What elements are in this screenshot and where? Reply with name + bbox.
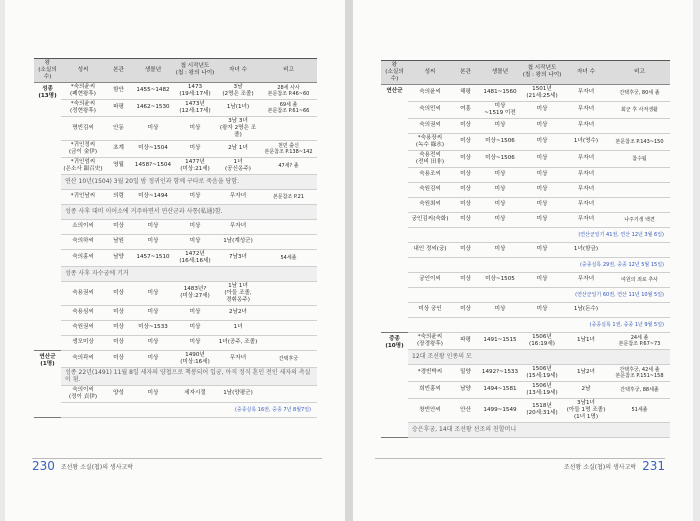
cell-name: 숙용권씨 [61,281,105,305]
table-row [34,140,317,157]
table-row [381,182,670,197]
cell-remark [609,182,670,197]
cell-remark: 28세 사사 본문참조 P.46~60 [260,82,317,99]
cell-start: 미상 [521,212,563,227]
cell-life: 미상 [479,118,521,133]
cell-children: 무자녀 [563,118,609,133]
cell-life: 미상 ~1519 이전 [479,101,521,118]
table-row [34,350,317,367]
cell-clan: 남원 [105,234,132,249]
cell-children: 무자녀 [216,350,260,367]
cell-life: 미상 [479,182,521,197]
cell-start: 미상 [521,150,563,167]
cell-start: 세자시절 [174,385,216,402]
note-text: 연산 10년(1504) 3월 20일 밤 정귀인과 함께 구타로 죽음을 당함. [61,174,317,189]
concubine-table-right [381,60,670,438]
note-row [34,367,317,385]
source-row [34,402,317,417]
table-header-row [34,59,317,83]
cell-children: 1녀(영수) [563,133,609,150]
cell-clan: 밀양 [452,364,479,381]
cell-clan: 안동 [105,116,132,140]
table-row [381,101,670,118]
cell-clan: 미상 [452,167,479,182]
cell-children: 무자녀 [563,182,609,197]
cell-life: 미상 [479,242,521,257]
table-row [34,116,317,140]
cell-life: 미상 [132,234,174,249]
table-row [34,320,317,335]
cell-clan: 미상 [452,302,479,317]
cell-children: 1남1녀 [563,332,609,349]
cell-clan: 미상 [105,320,132,335]
header-life: 생몰년 [479,61,521,85]
cell-start: 1506년 (15세:19세) [521,364,563,381]
cell-start: 미상 [174,219,216,234]
source-row [381,257,670,272]
source-citation: (중종실록 1권, 중종 1년 9월 5일) [408,317,670,332]
cell-start: 1506년 (16:19세) [521,332,563,349]
cell-life: 1457~1510 [132,249,174,266]
table-row [34,219,317,234]
cell-remark: 51세졸 [609,398,670,422]
cell-life: 미상~1506 [479,150,521,167]
cell-name: 숙용심씨 [61,305,105,320]
cell-children: 3남1녀 (아들 1명 조졸) (1녀 1명) [563,398,609,422]
cell-remark [260,116,317,140]
cell-name: *귀인정씨 (금이 金伊) [61,140,105,157]
cell-start: 1518년 (20세:31세) [521,398,563,422]
cell-name: 숙의홍씨 [61,249,105,266]
cell-start: 미상 [174,335,216,350]
cell-remark: 여원의 죄로 추사 [609,272,670,287]
cell-remark: 54세졸 [260,249,317,266]
cell-name: 숙용조씨 [408,167,452,182]
running-title: 조선왕 소실(첩)의 생사고락 [60,463,134,471]
king-cell: 연산군 [381,84,408,332]
cell-remark: 간택후궁 [260,350,317,367]
cell-clan: 해평 [452,84,479,101]
header-name: 성씨 [408,61,452,85]
cell-children: 1남(돈수) [563,302,609,317]
cell-name: 숙의권씨 [408,118,452,133]
header-name: 성씨 [61,59,105,83]
cell-remark: 본문참조 P.21 [260,189,317,204]
cell-start: 1483년? (미상:27세) [174,281,216,305]
cell-children: 1남(1녀) [216,99,260,116]
cell-remark [260,385,317,402]
cell-start: 1506년 (13세:19세) [521,381,563,398]
cell-clan: 미상 [452,272,479,287]
cell-start: 미상 [521,242,563,257]
cell-children: 무자녀 [216,189,260,204]
cell-clan: 영월 [105,157,132,174]
note-row [381,422,670,437]
page-footer-left [32,459,137,473]
cell-children: 7남3녀 [216,249,260,266]
cell-start: 미상 [174,189,216,204]
note-text: 12대 조선왕 인종의 모 [408,349,670,364]
table-row [34,234,317,249]
cell-clan: 미상 [452,197,479,212]
cell-clan: 안산 [452,398,479,422]
header-life: 생몰년 [132,59,174,83]
cell-children: 무자녀 [563,272,609,287]
cell-name: 생모미상 [61,335,105,350]
cell-remark [260,219,317,234]
cell-life: 1481~1560 [479,84,521,101]
table-row [34,249,317,266]
cell-name: *경빈박씨 [408,364,452,381]
cell-clan: 미상 [452,118,479,133]
table-row [381,84,670,101]
cell-remark: 69세 졸 본문참조 P.61~66 [260,99,317,116]
cell-start: 미상 [521,101,563,118]
table-row [381,381,670,398]
king-cell: 중종 (10명) [381,332,408,437]
cell-children: 무자녀 [563,150,609,167]
source-citation: (연산군일기 41권, 연산 12년 3월 6일) [408,227,670,242]
table-row [34,385,317,402]
header-remark: 비고 [260,59,317,83]
note-text: 성종 사후 대비 이어소에 거주하면서 연산군과 사통(私通)함. [61,204,317,219]
cell-start: 미상 [521,133,563,150]
cell-start: 1473년 (12세:17세) [174,99,216,116]
cell-remark [260,335,317,350]
table-row [381,197,670,212]
cell-children: 무자녀 [563,167,609,182]
cell-remark [260,305,317,320]
note-row [34,174,317,189]
header-clan: 본관 [105,59,132,83]
cell-children: 1녀(함금) [563,242,609,257]
cell-start: 미상 [174,140,216,157]
cell-life: 미상 [132,219,174,234]
cell-life: 1455~1482 [132,82,174,99]
cell-children: 1남(양평군) [216,385,260,402]
table-row [381,150,670,167]
cell-children: 1남(계성군) [216,234,260,249]
note-row [381,349,670,364]
source-citation: (연산군일기 60권, 연산 11년 10월 5일) [408,287,670,302]
right-page [353,0,693,521]
header-king: 왕 (소실의 수) [34,59,61,83]
table-row [381,272,670,287]
header-children: 자녀 수 [216,59,260,83]
cell-life: 미상 [479,167,521,182]
cell-name: 숙원최씨 [408,197,452,212]
cell-name: 미상 궁인 [408,302,452,317]
cell-remark: 회군 후 사저생활 [609,101,670,118]
cell-life: 미상~1505 [479,272,521,287]
source-row [381,227,670,242]
cell-life: 미상~1494 [132,189,174,204]
cell-start: 미상 [174,305,216,320]
table-row [34,189,317,204]
cell-life: 1458?~1504 [132,157,174,174]
table-row [381,118,670,133]
cell-name: *숙의윤씨 (장경왕후) [408,332,452,349]
cell-start: 1490년 (미상:16세) [174,350,216,367]
cell-clan: 미상 [452,212,479,227]
cell-remark: 나주기생 백견 [609,212,670,227]
table-row [34,157,317,174]
cell-clan: 함안 [105,82,132,99]
cell-clan: 남양 [105,249,132,266]
table-row [34,281,317,305]
cell-life: 1494~1581 [479,381,521,398]
cell-name: *숙용장씨 (녹수 綠水) [408,133,452,150]
cell-clan: 초계 [105,140,132,157]
header-children: 자녀 수 [563,61,609,85]
cell-start: 미상 [521,118,563,133]
cell-children: 무자녀 [563,212,609,227]
cell-clan: 미상 [105,281,132,305]
cell-name: 숙의하씨 [61,234,105,249]
cell-clan: 미상 [452,133,479,150]
left-page [5,0,345,521]
source-row [381,317,670,332]
table-row [381,332,670,349]
note-text: 성종 사후 자수궁에 기거 [61,266,317,281]
cell-start: 1473 (19세:17세) [174,82,216,99]
king-cell: 연산군 (1명) [34,350,61,417]
table-row [34,335,317,350]
note-text: 승은후궁, 14대 조선왕 선조의 친할머니 [408,422,670,437]
cell-name: 숙의민씨 [408,101,452,118]
note-row [34,266,317,281]
cell-remark: 간택후궁, 88세졸 [609,381,670,398]
header-remark: 비고 [609,61,670,85]
note-row [34,204,317,219]
cell-name: 창빈안씨 [408,398,452,422]
cell-name: 희빈홍씨 [408,381,452,398]
king-cell: 성종 (13명) [34,82,61,350]
cell-life: 미상~1504 [132,140,174,157]
running-title: 조선왕 소실(첩)의 생사고락 [563,463,637,471]
note-text: 성종 22년(1491) 11월 8일 세자의 양첩으로 책봉되어 입궁, 아직 정식 혼인 전인 세자의 측실이 됨. [61,367,317,385]
cell-remark [609,167,670,182]
cell-name: 명빈김씨 [61,116,105,140]
cell-children: 1녀 [216,320,260,335]
table-header-row [381,61,670,85]
cell-life: 미상 [132,385,174,402]
cell-start: 미상 [521,182,563,197]
cell-remark: 천민 출신 본문참조 P.138~142 [260,140,317,157]
cell-children: 무자녀 [216,219,260,234]
cell-children: 1녀 (공신옹주) [216,157,260,174]
cell-remark [609,242,670,257]
cell-remark [609,118,670,133]
cell-start: 미상 [174,116,216,140]
cell-name: 소의이씨 [61,219,105,234]
cell-remark: 간택후궁, 80세 졸 [609,84,670,101]
table-row [381,302,670,317]
cell-name: 내인 정씨(궁) [408,242,452,257]
cell-clan: 여흥 [452,101,479,118]
table-row [34,305,317,320]
cell-clan: 미상 [105,219,132,234]
cell-start: 1472년 (16세:16세) [174,249,216,266]
cell-life: 미상 [479,212,521,227]
page-number: 230 [32,459,55,473]
table-row [34,82,317,99]
cell-life: 1499~1549 [479,398,521,422]
cell-clan: 미상 [452,150,479,167]
cell-clan: 미상 [105,350,132,367]
cell-name: 숙원권씨 [61,320,105,335]
cell-name: *귀인남씨 [61,189,105,204]
header-king: 왕 (소실의 수) [381,61,408,85]
cell-name: 숙원김씨 [408,182,452,197]
cell-name: 궁인김씨(숙화) [408,212,452,227]
cell-clan: 파평 [105,99,132,116]
table-row [34,99,317,116]
cell-name: 숙의이씨 (정이 貞伊) [61,385,105,402]
book-gutter [345,0,353,521]
cell-life: 미상~1533 [132,320,174,335]
concubine-table-left [34,58,317,418]
cell-name: 궁인이씨 [408,272,452,287]
cell-children: 2남 [563,381,609,398]
cell-remark: 본문참조 P.143~150 [609,133,670,150]
cell-start: 미상 [521,302,563,317]
cell-name: *숙의윤씨 (정현왕후) [61,99,105,116]
cell-life: 미상 [479,302,521,317]
cell-remark [609,302,670,317]
cell-clan: 파평 [452,332,479,349]
cell-name: *귀인엄씨 (은소사 銀召史) [61,157,105,174]
cell-remark [260,234,317,249]
source-citation: (중종실록 16권, 중종 7년 8월7일) [61,402,317,417]
cell-children: 1남 1녀 (아들 조졸, 경휘옹주) [216,281,260,305]
cell-clan: 미상 [105,335,132,350]
cell-name: 숙의곽씨 [61,350,105,367]
cell-life: 미상 [132,350,174,367]
cell-start: 미상 [174,320,216,335]
cell-start: 1477년 (미상:21세) [174,157,216,174]
cell-remark: 24세 졸 본문참조 P.67~73 [609,332,670,349]
cell-life: 미상~1506 [479,133,521,150]
header-start: 첩 시작년도 (첩 : 왕의 나이) [174,59,216,83]
cell-children: 1남2녀 [563,364,609,381]
cell-children: 3남 (2명은 조졸) [216,82,260,99]
cell-remark [260,320,317,335]
cell-life: 미상 [132,335,174,350]
cell-clan: 남양 [452,381,479,398]
cell-children: 무자녀 [563,197,609,212]
table-row [381,212,670,227]
header-start: 첩 시작년도 (첩 : 왕의 나이) [521,61,563,85]
cell-remark [260,281,317,305]
cell-children: 무자녀 [563,84,609,101]
table-row [381,167,670,182]
source-row [381,287,670,302]
cell-children: 2남2녀 [216,305,260,320]
cell-name: 숙용전씨 (전비 田非) [408,150,452,167]
table-row [381,364,670,381]
page-number: 231 [642,459,665,473]
table-row [381,398,670,422]
cell-start: 1501년 (21세:25세) [521,84,563,101]
cell-remark: 참수됨 [609,150,670,167]
cell-start: 미상 [521,197,563,212]
cell-children: 무자녀 [563,101,609,118]
cell-clan: 양성 [105,385,132,402]
header-clan: 본관 [452,61,479,85]
cell-start: 미상 [521,272,563,287]
cell-clan: 미상 [105,305,132,320]
cell-children: 1녀(공주, 조졸) [216,335,260,350]
cell-name: 숙의윤씨 [408,84,452,101]
page-footer-right [560,459,665,473]
cell-start: 미상 [521,167,563,182]
cell-children: 3남 3녀 (왕자 2명은 조졸) [216,116,260,140]
cell-name: *숙의윤씨 (폐현왕후) [61,82,105,99]
cell-life: 1462~1530 [132,99,174,116]
cell-clan: 미상 [452,182,479,197]
cell-remark: 47세? 졸 [260,157,317,174]
table-row [381,133,670,150]
cell-life: 미상 [132,281,174,305]
cell-remark: 간택후궁, 42세 졸 본문참조 P.151~158 [609,364,670,381]
cell-clan: 미상 [452,242,479,257]
source-citation: (중종실록 29권, 중종 12년 5월 15일) [408,257,670,272]
cell-start: 미상 [174,234,216,249]
cell-life: 미상 [132,116,174,140]
cell-life: 미상 [132,305,174,320]
cell-life: 1492?~1533 [479,364,521,381]
cell-life: 미상 [479,197,521,212]
cell-clan: 의령 [105,189,132,204]
table-row [381,242,670,257]
cell-children: 2남 1녀 [216,140,260,157]
cell-life: 1491~1515 [479,332,521,349]
cell-remark [609,197,670,212]
